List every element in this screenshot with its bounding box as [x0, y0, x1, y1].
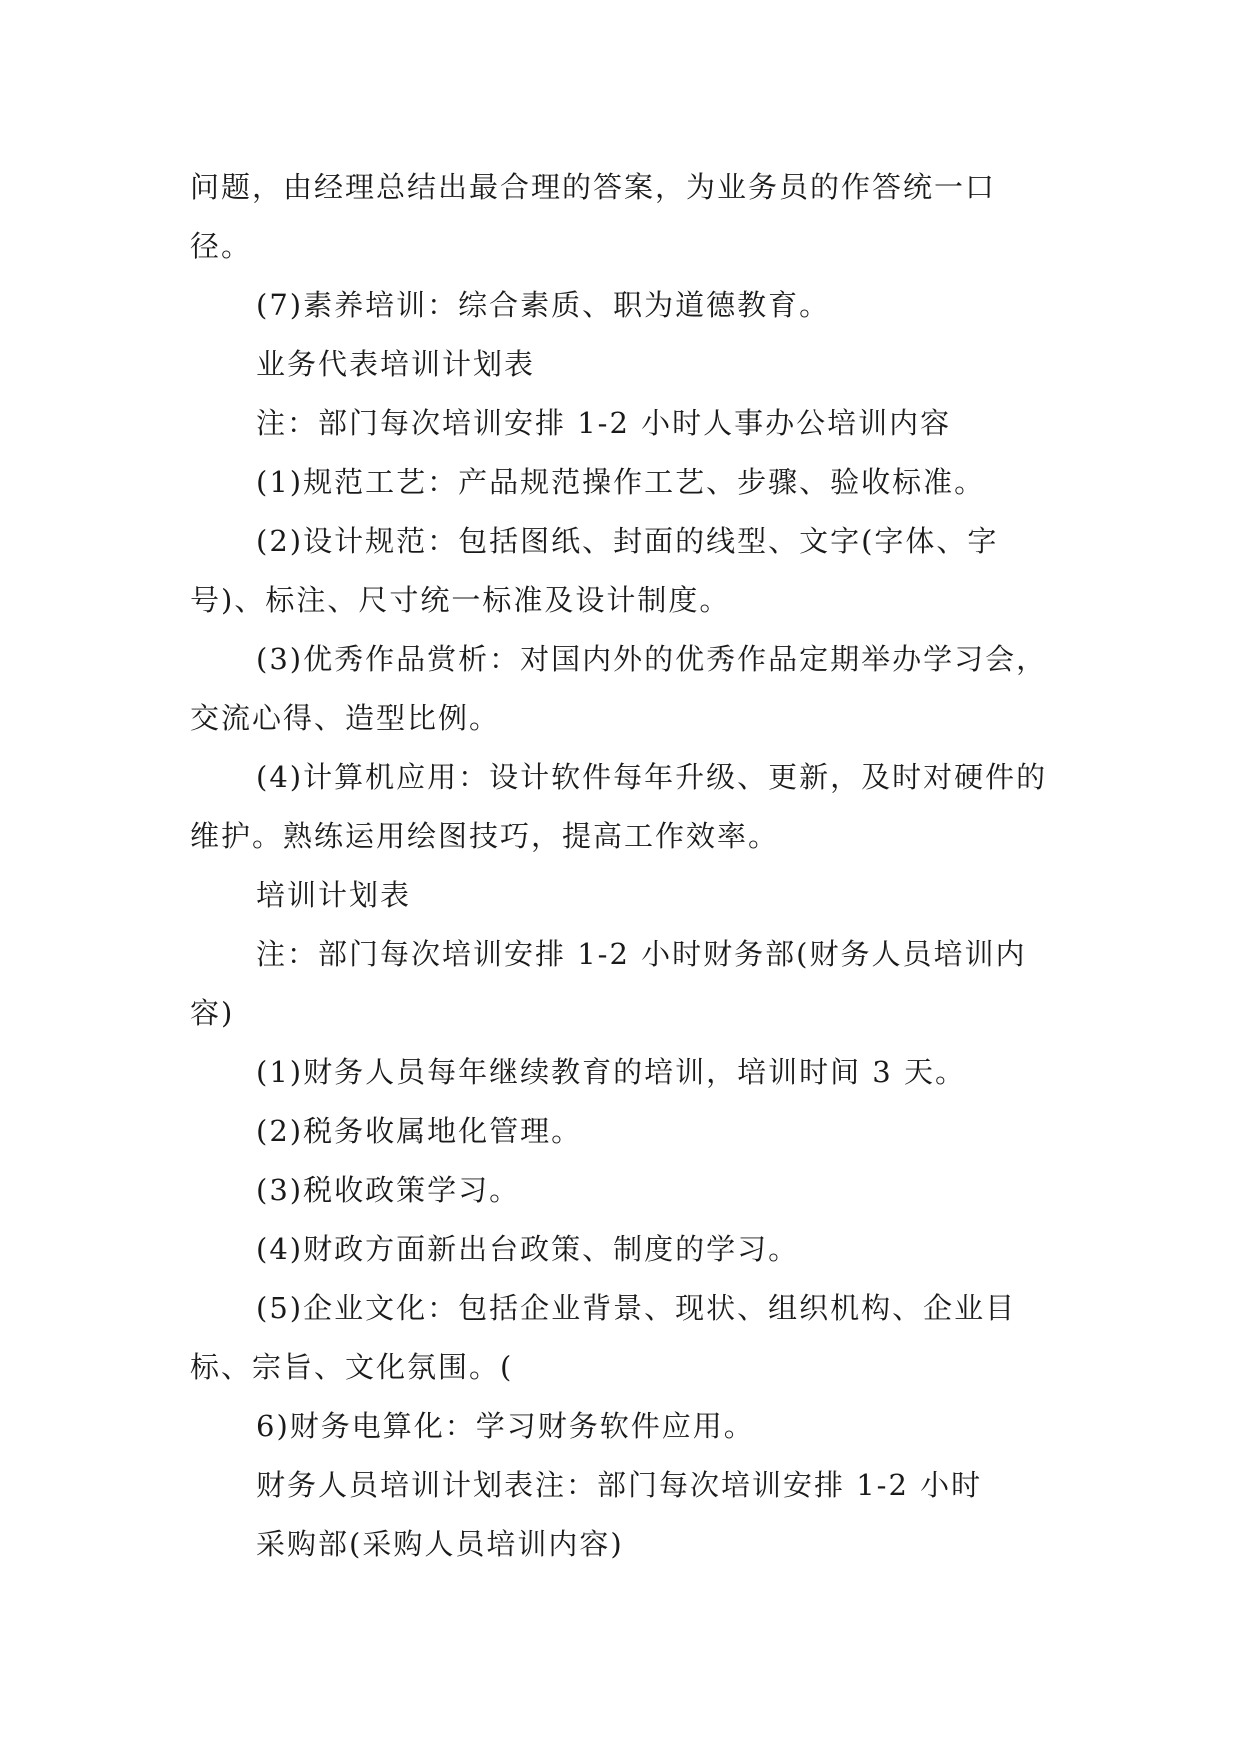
paragraph-item-7: (7)素养培训：综合素质、职为道德教育。	[256, 288, 831, 322]
section-heading-training-plan: 培训计划表	[256, 878, 412, 912]
finance-item-2: (2)税务收属地化管理。	[256, 1114, 583, 1148]
paragraph-item-2: (2)设计规范：包括图纸、封面的线型、文字(字体、字号)、标注、尺寸统一标准及设计制度。	[190, 524, 999, 617]
finance-item-4: (4)财政方面新出台政策、制度的学习。	[256, 1232, 800, 1266]
paragraph-item-1: (1)规范工艺：产品规范操作工艺、步骤、验收标准。	[256, 465, 986, 499]
finance-training-plan-note: 财务人员培训计划表注：部门每次培训安排 1-2 小时	[256, 1468, 983, 1502]
paragraph-continuation: 问题，由经理总结出最合理的答案，为业务员的作答统一口径。	[190, 170, 997, 263]
finance-item-5: (5)企业文化：包括企业背景、现状、组织机构、企业目标、宗旨、文化氛围。(	[190, 1291, 1017, 1384]
finance-item-1: (1)财务人员每年继续教育的培训，培训时间 3 天。	[256, 1055, 966, 1089]
purchasing-heading: 采购部(采购人员培训内容)	[256, 1527, 624, 1561]
finance-item-6: 6)财务电算化：学习财务软件应用。	[256, 1409, 755, 1443]
finance-item-3: (3)税收政策学习。	[256, 1173, 521, 1207]
section-heading-sales-training: 业务代表培训计划表	[256, 347, 536, 381]
note-hr-training: 注：部门每次培训安排 1-2 小时人事办公培训内容	[256, 406, 952, 440]
document-body	[190, 158, 1052, 1574]
paragraph-item-3: (3)优秀作品赏析：对国内外的优秀作品定期举办学习会，交流心得、造型比例。	[190, 642, 1048, 735]
paragraph-item-4: (4)计算机应用：设计软件每年升级、更新，及时对硬件的维护。熟练运用绘图技巧，提高工作效率。	[190, 760, 1048, 853]
note-finance-training: 注：部门每次培训安排 1-2 小时财务部(财务人员培训内容)	[190, 937, 1027, 1030]
